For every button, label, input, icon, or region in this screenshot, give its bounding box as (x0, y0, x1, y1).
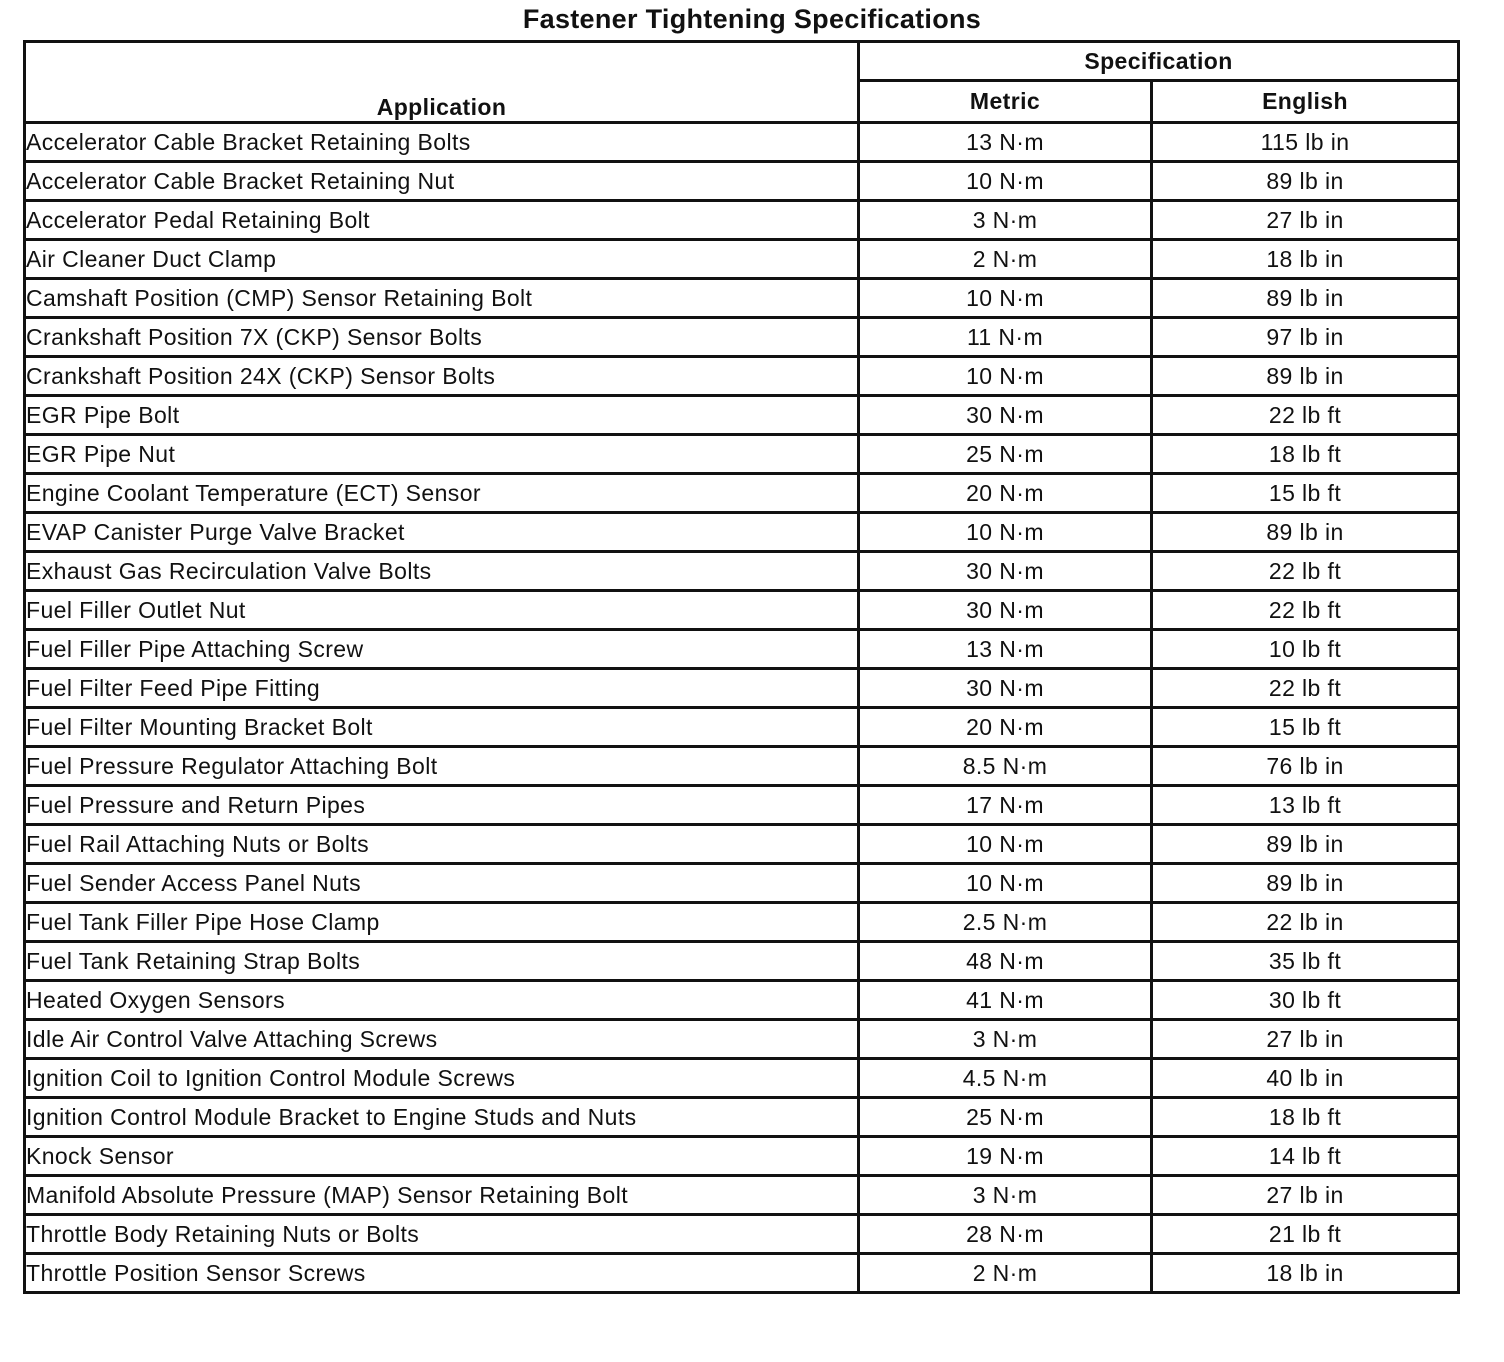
english-cell: 89 lb in (1152, 825, 1459, 864)
table-row (25, 1098, 1459, 1137)
english-cell: 35 lb ft (1152, 942, 1459, 981)
application-cell: Crankshaft Position 7X (CKP) Sensor Bolts (25, 318, 859, 357)
table-row (25, 396, 1459, 435)
fastener-spec-table (23, 40, 1460, 1294)
english-cell: 89 lb in (1152, 513, 1459, 552)
page-title: Fastener Tightening Specifications (522, 4, 982, 34)
application-cell: Air Cleaner Duct Clamp (25, 240, 859, 279)
table-row (25, 903, 1459, 942)
table-row (25, 201, 1459, 240)
english-cell: 27 lb in (1152, 1020, 1459, 1059)
application-cell: Fuel Filter Mounting Bracket Bolt (25, 708, 859, 747)
metric-cell: 20 N·m (859, 474, 1152, 513)
table-row (25, 591, 1459, 630)
application-header: Application (25, 42, 859, 123)
english-cell: 13 lb ft (1152, 786, 1459, 825)
english-cell: 18 lb ft (1152, 435, 1459, 474)
application-cell: Idle Air Control Valve Attaching Screws (25, 1020, 859, 1059)
english-cell: 15 lb ft (1152, 708, 1459, 747)
table-row (25, 942, 1459, 981)
application-cell: Fuel Pressure Regulator Attaching Bolt (25, 747, 859, 786)
application-cell: Fuel Filler Pipe Attaching Screw (25, 630, 859, 669)
application-cell: EGR Pipe Bolt (25, 396, 859, 435)
english-cell: 89 lb in (1152, 162, 1459, 201)
table-row (25, 747, 1459, 786)
application-cell: Fuel Tank Retaining Strap Bolts (25, 942, 859, 981)
metric-cell: 25 N·m (859, 1098, 1152, 1137)
table-row (25, 1020, 1459, 1059)
metric-header: Metric (859, 81, 1152, 123)
english-cell: 27 lb in (1152, 1176, 1459, 1215)
application-cell: Fuel Pressure and Return Pipes (25, 786, 859, 825)
english-cell: 18 lb in (1152, 1254, 1459, 1293)
metric-cell: 2 N·m (859, 1254, 1152, 1293)
table-row (25, 1215, 1459, 1254)
application-cell: Heated Oxygen Sensors (25, 981, 859, 1020)
metric-cell: 2 N·m (859, 240, 1152, 279)
metric-cell: 8.5 N·m (859, 747, 1152, 786)
table-row (25, 1176, 1459, 1215)
metric-cell: 17 N·m (859, 786, 1152, 825)
english-cell: 22 lb ft (1152, 552, 1459, 591)
application-cell: Fuel Sender Access Panel Nuts (25, 864, 859, 903)
application-cell: Throttle Body Retaining Nuts or Bolts (25, 1215, 859, 1254)
table-row (25, 552, 1459, 591)
metric-cell: 13 N·m (859, 630, 1152, 669)
table-row (25, 435, 1459, 474)
english-cell: 22 lb ft (1152, 591, 1459, 630)
metric-cell: 30 N·m (859, 552, 1152, 591)
english-cell: 115 lb in (1152, 123, 1459, 162)
application-cell: Ignition Coil to Ignition Control Module Screws (25, 1059, 859, 1098)
application-cell: EVAP Canister Purge Valve Bracket (25, 513, 859, 552)
application-cell: Accelerator Cable Bracket Retaining Bolts (25, 123, 859, 162)
table-row (25, 240, 1459, 279)
application-cell: EGR Pipe Nut (25, 435, 859, 474)
metric-cell: 48 N·m (859, 942, 1152, 981)
application-cell: Fuel Rail Attaching Nuts or Bolts (25, 825, 859, 864)
english-cell: 97 lb in (1152, 318, 1459, 357)
application-cell: Fuel Filler Outlet Nut (25, 591, 859, 630)
metric-cell: 13 N·m (859, 123, 1152, 162)
english-header: English (1152, 81, 1459, 123)
metric-cell: 10 N·m (859, 279, 1152, 318)
table-row (25, 474, 1459, 513)
metric-cell: 20 N·m (859, 708, 1152, 747)
table-row (25, 1059, 1459, 1098)
metric-cell: 10 N·m (859, 162, 1152, 201)
application-cell: Accelerator Cable Bracket Retaining Nut (25, 162, 859, 201)
english-cell: 89 lb in (1152, 864, 1459, 903)
table-row (25, 825, 1459, 864)
table-row (25, 669, 1459, 708)
metric-cell: 10 N·m (859, 864, 1152, 903)
metric-cell: 4.5 N·m (859, 1059, 1152, 1098)
english-cell: 18 lb ft (1152, 1098, 1459, 1137)
metric-cell: 30 N·m (859, 396, 1152, 435)
metric-cell: 10 N·m (859, 513, 1152, 552)
table-body (25, 123, 1459, 1293)
application-cell: Fuel Tank Filler Pipe Hose Clamp (25, 903, 859, 942)
table-row (25, 279, 1459, 318)
table-row (25, 162, 1459, 201)
table-row (25, 1137, 1459, 1176)
english-cell: 10 lb ft (1152, 630, 1459, 669)
application-cell: Engine Coolant Temperature (ECT) Sensor (25, 474, 859, 513)
metric-cell: 30 N·m (859, 591, 1152, 630)
table-row (25, 786, 1459, 825)
application-cell: Camshaft Position (CMP) Sensor Retaining Bolt (25, 279, 859, 318)
application-cell: Manifold Absolute Pressure (MAP) Sensor Retaining Bolt (25, 1176, 859, 1215)
english-cell: 21 lb ft (1152, 1215, 1459, 1254)
english-cell: 15 lb ft (1152, 474, 1459, 513)
metric-cell: 3 N·m (859, 1176, 1152, 1215)
metric-cell: 11 N·m (859, 318, 1152, 357)
metric-cell: 30 N·m (859, 669, 1152, 708)
table-row (25, 630, 1459, 669)
english-cell: 27 lb in (1152, 201, 1459, 240)
application-cell: Fuel Filter Feed Pipe Fitting (25, 669, 859, 708)
table-row (25, 357, 1459, 396)
table-row (25, 708, 1459, 747)
application-cell: Throttle Position Sensor Screws (25, 1254, 859, 1293)
english-cell: 89 lb in (1152, 279, 1459, 318)
metric-cell: 10 N·m (859, 357, 1152, 396)
table-row (25, 318, 1459, 357)
table-row (25, 864, 1459, 903)
metric-cell: 25 N·m (859, 435, 1152, 474)
english-cell: 30 lb ft (1152, 981, 1459, 1020)
english-cell: 40 lb in (1152, 1059, 1459, 1098)
application-cell: Ignition Control Module Bracket to Engine Studs and Nuts (25, 1098, 859, 1137)
english-cell: 76 lb in (1152, 747, 1459, 786)
table-row (25, 1254, 1459, 1293)
english-cell: 22 lb in (1152, 903, 1459, 942)
english-cell: 14 lb ft (1152, 1137, 1459, 1176)
specification-header: Specification (859, 42, 1459, 81)
metric-cell: 2.5 N·m (859, 903, 1152, 942)
english-cell: 18 lb in (1152, 240, 1459, 279)
application-cell: Exhaust Gas Recirculation Valve Bolts (25, 552, 859, 591)
application-cell: Knock Sensor (25, 1137, 859, 1176)
table-row (25, 981, 1459, 1020)
metric-cell: 19 N·m (859, 1137, 1152, 1176)
application-cell: Crankshaft Position 24X (CKP) Sensor Bolts (25, 357, 859, 396)
metric-cell: 3 N·m (859, 1020, 1152, 1059)
metric-cell: 28 N·m (859, 1215, 1152, 1254)
english-cell: 22 lb ft (1152, 669, 1459, 708)
metric-cell: 10 N·m (859, 825, 1152, 864)
english-cell: 89 lb in (1152, 357, 1459, 396)
table-row (25, 513, 1459, 552)
metric-cell: 3 N·m (859, 201, 1152, 240)
metric-cell: 41 N·m (859, 981, 1152, 1020)
english-cell: 22 lb ft (1152, 396, 1459, 435)
application-cell: Accelerator Pedal Retaining Bolt (25, 201, 859, 240)
table-row (25, 123, 1459, 162)
